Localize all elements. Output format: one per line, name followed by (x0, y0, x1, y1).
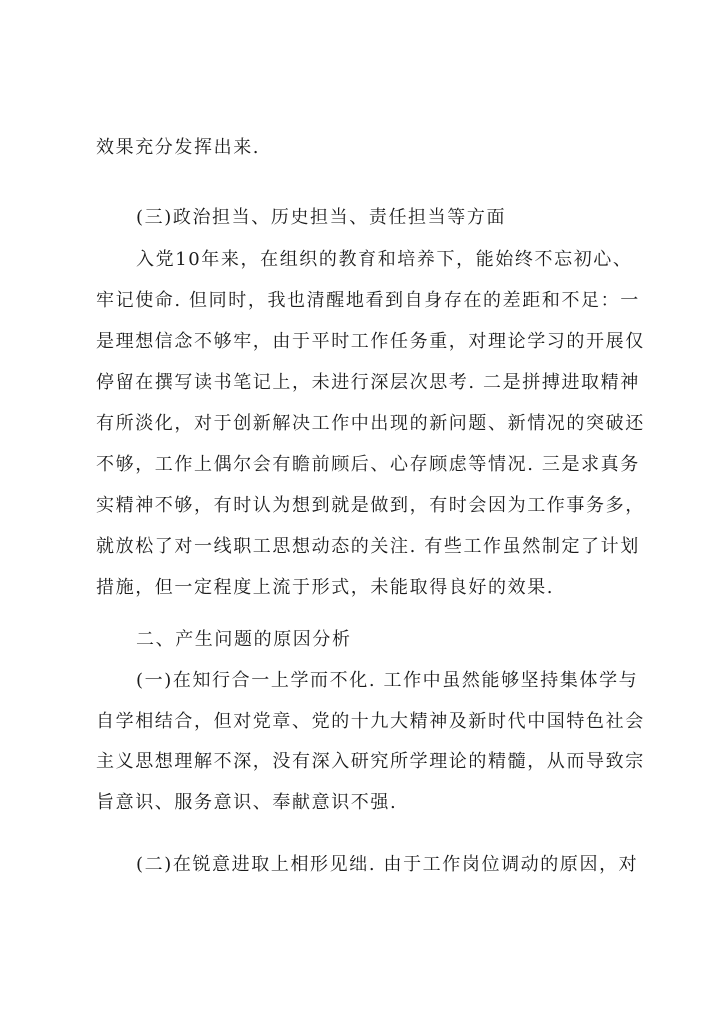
paragraph-line: (一)在知行合一上学而不化. 工作中虽然能够坚持集体学与 (136, 670, 639, 691)
paragraph-line: (二)在锐意进取上相形见绌. 由于工作岗位调动的原因，对 (136, 854, 639, 875)
paragraph-line: 就放松了对一线职工思想动态的关注. 有些工作虽然制定了计划 (96, 536, 640, 557)
paragraph-line: 自学相结合，但对党章、党的十九大精神及新时代中国特色社会 (96, 711, 645, 732)
paragraph-line: 效果充分发挥出来. (96, 137, 261, 158)
paragraph-line: 牢记使命. 但同时，我也清醒地看到自身存在的差距和不足：一 (96, 290, 640, 311)
section-heading: 二、产生问题的原因分析 (136, 629, 352, 650)
paragraph-line: 是理想信念不够牢，由于平时工作任务重，对理论学习的开展仅 (96, 331, 645, 352)
paragraph-line: 入党10年来，在组织的教育和培养下，能始终不忘初心、 (136, 249, 633, 270)
paragraph-line: 主义思想理解不深，没有深入研究所学理论的精髓，从而导致宗 (96, 751, 645, 772)
section-heading: (三)政治担当、历史担当、责任担当等方面 (136, 207, 507, 228)
paragraph-line: 不够，工作上偶尔会有瞻前顾后、心存顾虑等情况. 三是求真务 (96, 454, 640, 475)
paragraph-line: 停留在撰写读书笔记上，未进行深层次思考. 二是拼搏进取精神 (96, 372, 640, 393)
paragraph-line: 有所淡化，对于创新解决工作中出现的新问题、新情况的突破还 (96, 413, 645, 434)
paragraph-line: 措施，但一定程度上流于形式，未能取得良好的效果. (96, 577, 555, 598)
paragraph-line: 旨意识、服务意识、奉献意识不强. (96, 792, 398, 813)
paragraph-line: 实精神不够，有时认为想到就是做到，有时会因为工作事务多， (96, 495, 645, 516)
